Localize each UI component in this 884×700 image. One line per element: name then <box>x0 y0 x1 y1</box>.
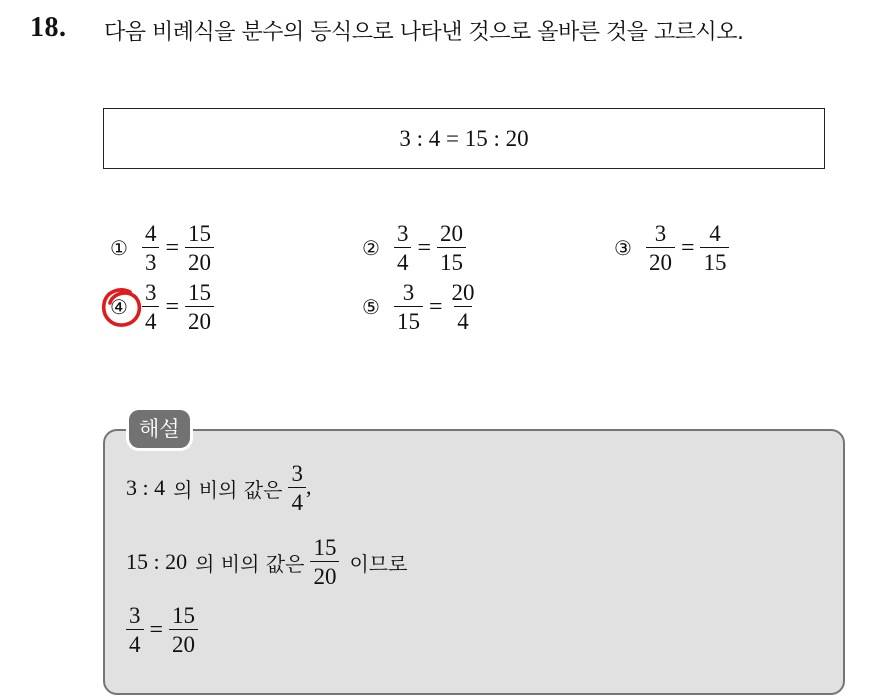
explanation-line-3-right-fraction: $\frac{15}{20}$ <box>169 604 198 656</box>
explanation-line-1-fraction: $\frac{3}{4}$ <box>288 462 306 514</box>
explanation-suffix: 이므로 <box>349 551 408 576</box>
choice-1-right-fraction: $\frac{15}{20}$ <box>185 222 214 274</box>
equals-sign: = <box>680 234 695 261</box>
explanation-tag: 해설 <box>129 410 190 448</box>
choice-3-right-fraction: $\frac{4}{15}$ <box>700 222 729 274</box>
choice-5-left-fraction: $\frac{3}{15}$ <box>394 281 423 333</box>
explanation-text: 의 비의 값은 <box>195 551 305 576</box>
explanation-line-1 <box>126 462 311 514</box>
comma: , <box>305 474 312 499</box>
equals-sign: = <box>149 616 164 643</box>
explanation-line-3 <box>126 604 198 656</box>
choice-4-left-fraction: $\frac{3}{4}$ <box>142 281 160 333</box>
question-number: 18. <box>30 12 67 43</box>
choice-1[interactable] <box>110 222 214 274</box>
given-proportion: 3 : 4 = 15 : 20 <box>399 125 529 151</box>
choice-4-label: ④ <box>110 295 128 319</box>
choice-1-left-fraction: $\frac{4}{3}$ <box>142 222 160 274</box>
ratio-text: 3 : 4 <box>126 475 166 500</box>
equals-sign: = <box>417 234 431 261</box>
choice-1-label: ① <box>110 236 128 260</box>
question-text: 다음 비례식을 분수의 등식으로 나타낸 것으로 올바른 것을 고르시오. <box>104 20 744 45</box>
choice-4-right-fraction: $\frac{15}{20}$ <box>185 281 214 333</box>
choice-2-left-fraction: $\frac{3}{4}$ <box>394 222 412 274</box>
choice-5[interactable] <box>362 281 477 333</box>
choice-3-left-fraction: $\frac{3}{20}$ <box>646 222 675 274</box>
explanation-line-2 <box>126 536 407 588</box>
choice-5-label: ⑤ <box>362 295 380 319</box>
choice-2[interactable] <box>362 222 466 274</box>
given-proportion-box <box>103 108 825 169</box>
equals-sign: = <box>165 234 179 261</box>
explanation-text: 의 비의 값은 <box>173 477 283 502</box>
explanation-line-2-fraction: $\frac{15}{20}$ <box>310 536 339 588</box>
equals-sign: = <box>428 293 443 320</box>
choice-3-label: ③ <box>614 236 632 260</box>
choice-2-right-fraction: $\frac{20}{15}$ <box>437 222 466 274</box>
ratio-text: 15 : 20 <box>126 549 188 574</box>
equals-sign: = <box>165 293 179 320</box>
choice-3[interactable] <box>614 222 729 274</box>
choice-4[interactable] <box>110 281 214 333</box>
choice-2-label: ② <box>362 236 380 260</box>
explanation-line-3-left-fraction: $\frac{3}{4}$ <box>126 604 144 656</box>
choice-5-right-fraction: $\frac{20}{4}$ <box>451 280 475 334</box>
